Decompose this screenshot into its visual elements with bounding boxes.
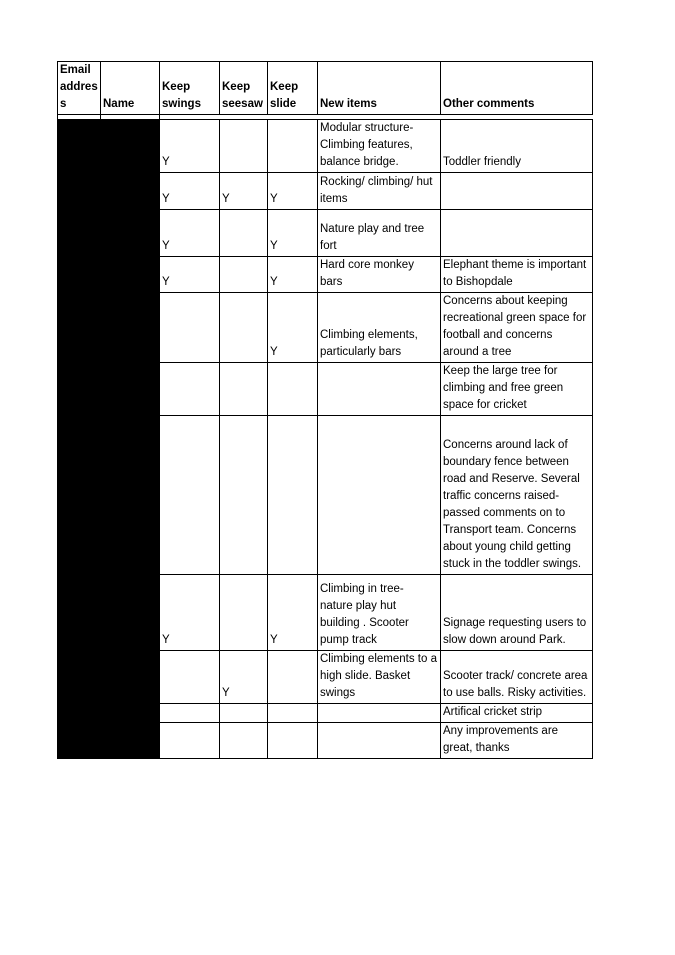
cell-new-items — [318, 704, 441, 723]
cell-keep-slide: Y — [268, 257, 318, 293]
cell-keep-slide: Y — [268, 575, 318, 651]
cell-keep-seesaw — [220, 293, 268, 363]
cell-new-items: Climbing in tree- nature play hut building . Scooter pump track — [318, 575, 441, 651]
cell-keep-swings — [160, 651, 220, 704]
cell-keep-seesaw — [220, 120, 268, 173]
cell-new-items: Hard core monkey bars — [318, 257, 441, 293]
header-new-items: New items — [318, 62, 441, 115]
cell-keep-seesaw: Y — [220, 173, 268, 210]
cell-other-comments: Any improvements are great, thanks — [441, 723, 593, 759]
cell-keep-slide — [268, 416, 318, 575]
header-row — [58, 62, 593, 115]
cell-keep-swings — [160, 704, 220, 723]
cell-keep-seesaw: Y — [220, 651, 268, 704]
cell-keep-slide — [268, 723, 318, 759]
cell-keep-swings — [160, 293, 220, 363]
cell-other-comments: Toddler friendly — [441, 120, 593, 173]
cell-new-items: Climbing elements to a high slide. Basket swings — [318, 651, 441, 704]
table-row — [58, 120, 593, 173]
cell-other-comments — [441, 173, 593, 210]
cell-new-items: Modular structure- Climbing features, balance bridge. — [318, 120, 441, 173]
cell-other-comments: Signage requesting users to slow down around Park. — [441, 575, 593, 651]
cell-other-comments: Keep the large tree for climbing and free green space for cricket — [441, 363, 593, 416]
cell-keep-slide — [268, 651, 318, 704]
header-keep-swings: Keep swings — [160, 62, 220, 115]
cell-keep-slide: Y — [268, 210, 318, 257]
feedback-table — [57, 61, 593, 759]
cell-keep-slide — [268, 120, 318, 173]
header-email: Email addres s — [58, 62, 101, 115]
cell-new-items: Rocking/ climbing/ hut items — [318, 173, 441, 210]
cell-keep-slide: Y — [268, 173, 318, 210]
cell-other-comments: Concerns around lack of boundary fence between road and Reserve. Several traffic concerns raised- passed comments on to Transport team. Concerns about young child getting stuck in the toddler swings. — [441, 416, 593, 575]
cell-keep-swings — [160, 363, 220, 416]
header-other-comments: Other comments — [441, 62, 593, 115]
cell-keep-seesaw — [220, 257, 268, 293]
cell-new-items: Nature play and tree fort — [318, 210, 441, 257]
cell-keep-seesaw — [220, 704, 268, 723]
cell-new-items — [318, 416, 441, 575]
cell-keep-slide: Y — [268, 293, 318, 363]
cell-new-items: Climbing elements, particularly bars — [318, 293, 441, 363]
cell-keep-seesaw — [220, 363, 268, 416]
cell-other-comments: Scooter track/ concrete area to use balls. Risky activities. — [441, 651, 593, 704]
cell-new-items — [318, 723, 441, 759]
cell-keep-seesaw — [220, 416, 268, 575]
cell-keep-swings: Y — [160, 120, 220, 173]
cell-other-comments: Elephant theme is important to Bishopdale — [441, 257, 593, 293]
cell-keep-swings — [160, 723, 220, 759]
header-keep-slide: Keep slide — [268, 62, 318, 115]
cell-keep-seesaw — [220, 210, 268, 257]
cell-keep-seesaw — [220, 575, 268, 651]
cell-keep-swings: Y — [160, 210, 220, 257]
cell-keep-slide — [268, 363, 318, 416]
cell-other-comments: Artifical cricket strip — [441, 704, 593, 723]
cell-keep-swings: Y — [160, 257, 220, 293]
cell-keep-slide — [268, 704, 318, 723]
header-keep-seesaw: Keep seesaw — [220, 62, 268, 115]
header-name: Name — [101, 62, 160, 115]
cell-keep-swings — [160, 416, 220, 575]
cell-other-comments: Concerns about keeping recreational green space for football and concerns around a tree — [441, 293, 593, 363]
cell-other-comments — [441, 210, 593, 257]
cell-keep-swings: Y — [160, 575, 220, 651]
cell-new-items — [318, 363, 441, 416]
redacted-name-column — [101, 120, 160, 759]
redacted-email-column — [58, 120, 101, 759]
cell-keep-seesaw — [220, 723, 268, 759]
cell-keep-swings: Y — [160, 173, 220, 210]
